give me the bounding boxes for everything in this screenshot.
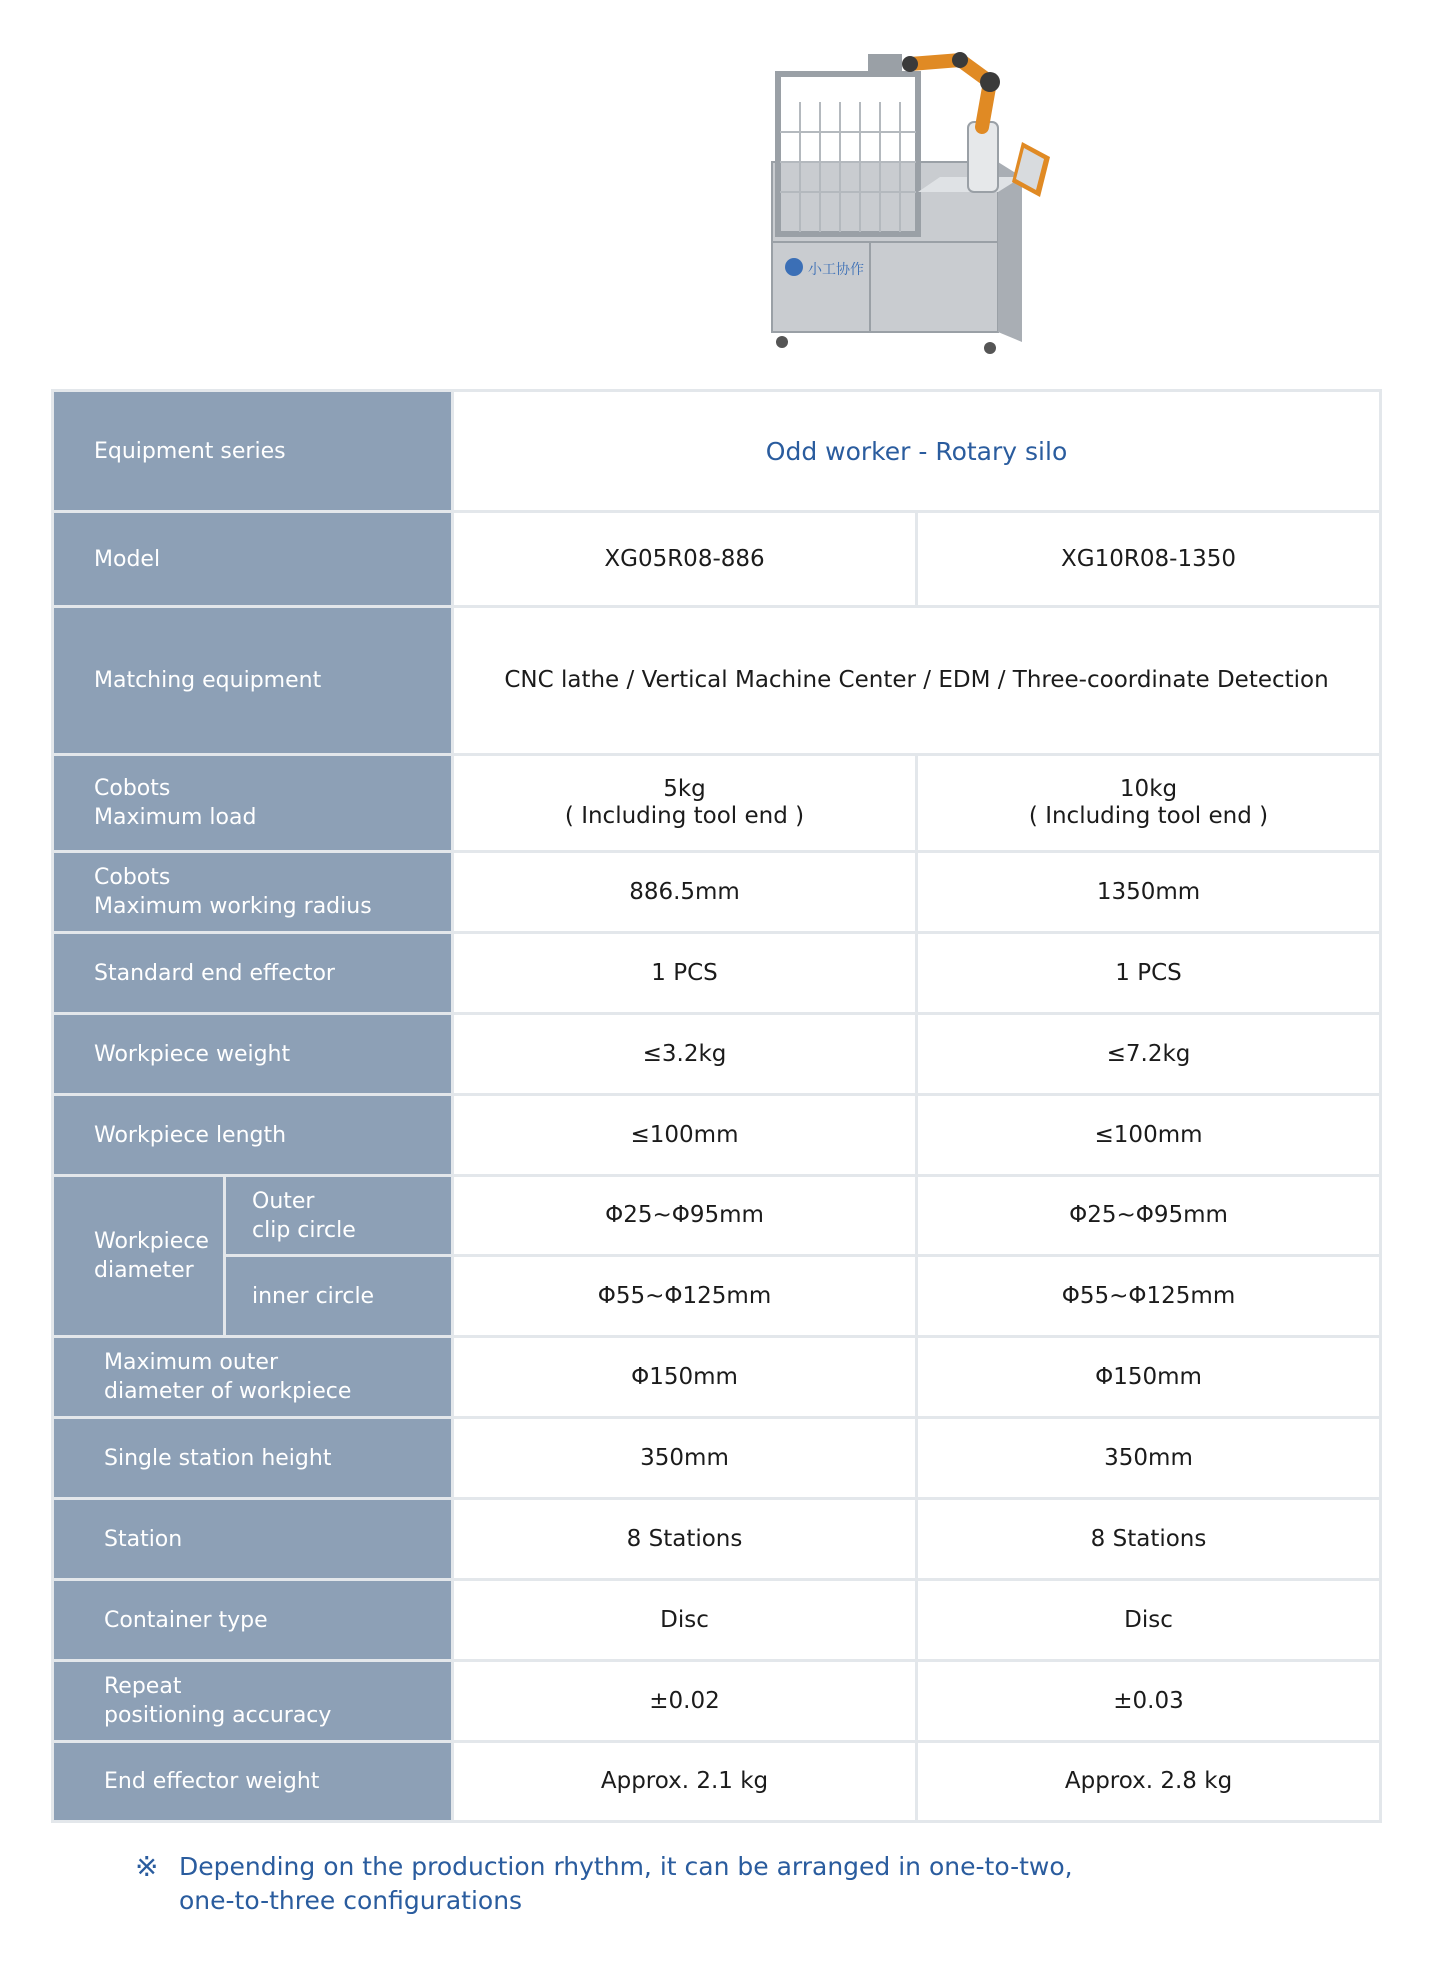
station-height-value-2: 350mm xyxy=(917,1418,1381,1499)
max-radius-value-2: 1350mm xyxy=(917,852,1381,933)
matching-equipment-label: Matching equipment xyxy=(53,607,453,755)
station-height-label: Single station height xyxy=(53,1418,453,1499)
max-radius-label-line1: Cobots xyxy=(94,865,171,890)
workpiece-diameter-label-line1: Workpiece xyxy=(94,1229,209,1254)
matching-equipment-value: CNC lathe / Vertical Machine Center / EDM / Three-coordinate Detection xyxy=(453,607,1381,755)
outer-clip-circle-label-line2: clip circle xyxy=(252,1217,356,1243)
row-station-height xyxy=(53,1418,1381,1499)
max-outer-diameter-label-line2: diameter of workpiece xyxy=(104,1379,352,1404)
end-effector-label: Standard end effector xyxy=(53,933,453,1014)
max-outer-diameter-value-2: Φ150mm xyxy=(917,1337,1381,1418)
reference-mark-icon: ※ xyxy=(135,1850,159,1883)
max-load-value-1-line1: 5kg xyxy=(663,776,706,802)
row-equipment-series xyxy=(53,391,1381,512)
end-effector-value-1: 1 PCS xyxy=(453,933,917,1014)
workpiece-weight-label: Workpiece weight xyxy=(53,1014,453,1095)
footnote-line2: one-to-three configurations xyxy=(179,1886,523,1915)
spec-table xyxy=(51,389,1382,1823)
workpiece-length-label: Workpiece length xyxy=(53,1095,453,1176)
station-value-2: 8 Stations xyxy=(917,1499,1381,1580)
container-type-value-1: Disc xyxy=(453,1580,917,1661)
row-end-effector-weight xyxy=(53,1742,1381,1822)
row-workpiece-outer xyxy=(53,1176,1381,1256)
row-matching-equipment xyxy=(53,607,1381,755)
workpiece-weight-value-2: ≤7.2kg xyxy=(917,1014,1381,1095)
row-workpiece-inner xyxy=(53,1256,1381,1337)
max-load-label-line2: Maximum load xyxy=(94,805,257,830)
max-load-label-line1: Cobots xyxy=(94,776,171,801)
max-radius-value-1: 886.5mm xyxy=(453,852,917,933)
row-station xyxy=(53,1499,1381,1580)
equipment-series-value: Odd worker - Rotary silo xyxy=(453,391,1381,512)
end-effector-weight-label: End effector weight xyxy=(53,1742,453,1822)
outer-clip-circle-value-1: Φ25~Φ95mm xyxy=(453,1176,917,1256)
footnote-line1: Depending on the production rhythm, it can be arranged in one-to-two, xyxy=(179,1852,1073,1881)
row-max-outer-diameter xyxy=(53,1337,1381,1418)
container-type-value-2: Disc xyxy=(917,1580,1381,1661)
row-max-radius xyxy=(53,852,1381,933)
model-label: Model xyxy=(53,512,453,607)
row-model xyxy=(53,512,1381,607)
max-load-value-2-line1: 10kg xyxy=(1119,776,1178,802)
max-radius-label xyxy=(53,852,453,933)
max-outer-diameter-label xyxy=(53,1337,453,1418)
repeat-accuracy-label-line2: positioning accuracy xyxy=(104,1703,332,1728)
row-end-effector xyxy=(53,933,1381,1014)
model-value-2: XG10R08-1350 xyxy=(917,512,1381,607)
footnote-text xyxy=(179,1850,1179,1918)
inner-circle-label: inner circle xyxy=(225,1256,453,1337)
repeat-accuracy-label-line1: Repeat xyxy=(104,1674,182,1699)
inner-circle-value-1: Φ55~Φ125mm xyxy=(453,1256,917,1337)
repeat-accuracy-label xyxy=(53,1661,453,1742)
row-workpiece-length xyxy=(53,1095,1381,1176)
inner-circle-value-2: Φ55~Φ125mm xyxy=(917,1256,1381,1337)
row-container-type xyxy=(53,1580,1381,1661)
station-height-value-1: 350mm xyxy=(453,1418,917,1499)
workpiece-diameter-label xyxy=(53,1176,225,1337)
logo-icon xyxy=(785,258,803,276)
workpiece-length-value-2: ≤100mm xyxy=(917,1095,1381,1176)
max-load-value-2 xyxy=(917,755,1381,852)
max-outer-diameter-value-1: Φ150mm xyxy=(453,1337,917,1418)
model-value-1: XG05R08-886 xyxy=(453,512,917,607)
row-workpiece-weight xyxy=(53,1014,1381,1095)
repeat-accuracy-value-1: ±0.02 xyxy=(453,1661,917,1742)
outer-clip-circle-label xyxy=(225,1176,453,1256)
end-effector-value-2: 1 PCS xyxy=(917,933,1381,1014)
equipment-series-label: Equipment series xyxy=(53,391,453,512)
container-type-label: Container type xyxy=(53,1580,453,1661)
outer-clip-circle-label-line1: Outer xyxy=(252,1188,315,1214)
repeat-accuracy-value-2: ±0.03 xyxy=(917,1661,1381,1742)
workpiece-diameter-label-line2: diameter xyxy=(94,1258,194,1283)
max-radius-label-line2: Maximum working radius xyxy=(94,894,372,919)
max-load-label xyxy=(53,755,453,852)
logo-text: 小工协作 xyxy=(808,262,864,278)
end-effector-weight-value-2: Approx. 2.8 kg xyxy=(917,1742,1381,1822)
outer-clip-circle-value-2: Φ25~Φ95mm xyxy=(917,1176,1381,1256)
row-repeat-accuracy xyxy=(53,1661,1381,1742)
max-load-value-2-line2: ( Including tool end ) xyxy=(1028,803,1269,829)
max-load-value-1 xyxy=(453,755,917,852)
workpiece-weight-value-1: ≤3.2kg xyxy=(453,1014,917,1095)
station-value-1: 8 Stations xyxy=(453,1499,917,1580)
product-image xyxy=(760,52,1060,368)
max-outer-diameter-label-line1: Maximum outer xyxy=(104,1350,279,1375)
end-effector-weight-value-1: Approx. 2.1 kg xyxy=(453,1742,917,1822)
max-load-value-1-line2: ( Including tool end ) xyxy=(564,803,805,829)
row-max-load xyxy=(53,755,1381,852)
station-label: Station xyxy=(53,1499,453,1580)
workpiece-length-value-1: ≤100mm xyxy=(453,1095,917,1176)
